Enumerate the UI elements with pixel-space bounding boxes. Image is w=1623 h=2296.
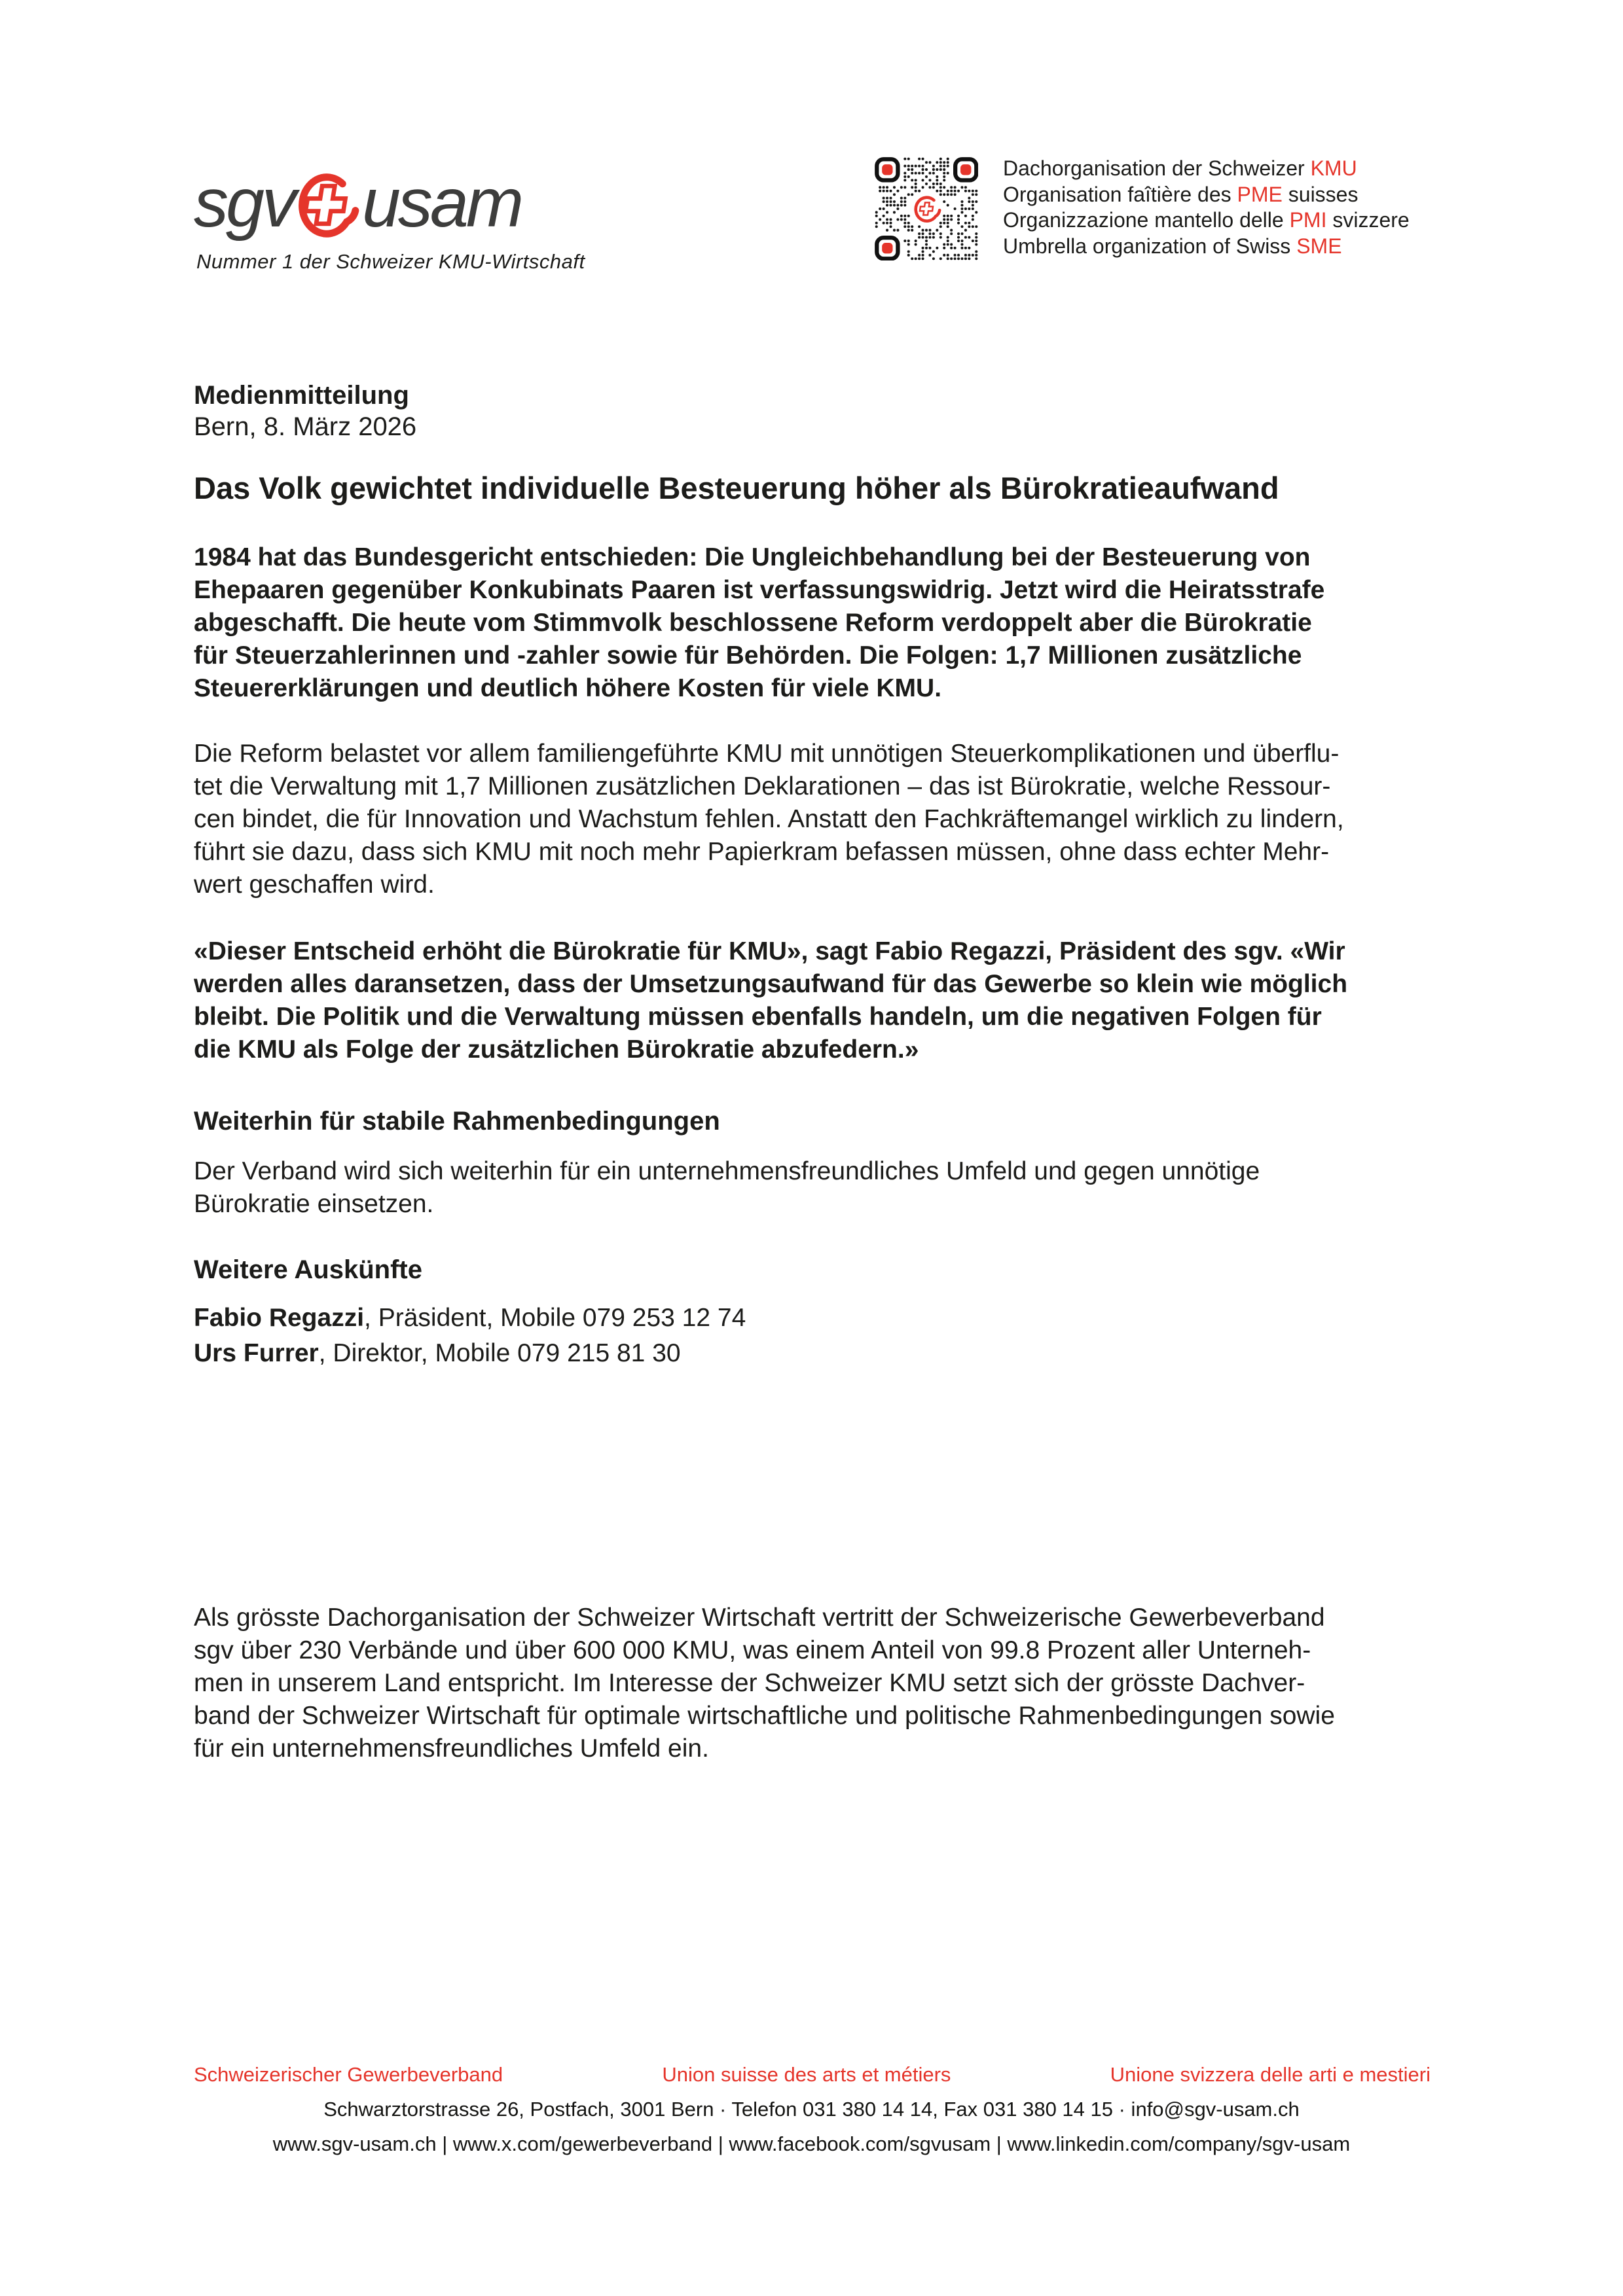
org-line-text: Organizzazione mantello delle xyxy=(1003,208,1290,232)
org-line-accent: SME xyxy=(1296,234,1342,258)
org-description-line-de xyxy=(1003,156,1410,182)
outlook-paragraph: Der Verband wird sich weiterhin für ein unternehmensfreundliches Umfeld und gegen unnötige Bürokratie einsetzen. xyxy=(194,1157,1260,1218)
org-description-line-it xyxy=(1003,207,1410,234)
org-line-text: Organisation faîtière des xyxy=(1003,182,1237,206)
org-line-text: svizzere xyxy=(1326,208,1410,232)
dateline: Bern, 8. März 2026 xyxy=(194,412,417,441)
footer-org-names xyxy=(194,2062,1431,2088)
section-heading-outlook: Weiterhin für stabile Rahmenbedingungen xyxy=(194,1107,720,1136)
org-description-line-en xyxy=(1003,234,1410,260)
footer-org-fr: Union suisse des arts et métiers xyxy=(662,2063,951,2086)
quote-paragraph: «Dieser Entscheid erhöht die Bürokratie für KMU», sagt Fabio Regazzi, Präsident des sgv. «Wir werden alles daransetzen, dass der Umsetzungsaufwand für das Gewerbe so klein wie möglich bleibt. Die Politik und die Verwaltung müssen ebenfalls handeln, um die negativen Folgen für die KMU als Folge der zusätzlichen Bürokratie abzufedern.» xyxy=(194,937,1348,1064)
boilerplate-paragraph: Als grösste Dachorganisation der Schweizer Wirtschaft vertritt der Schweizerische Gewerbeverband sgv über 230 Verbände und über 600 000 KMU, was einem Anteil von 99.8 Prozent aller Unterneh- men in unserem Land entspricht. Im Interesse der Schweizer KMU setzt sich der grösste Dachver- band der Schweizer Wirtschaft für optimale wirtschaftliche und politische Rahmenbedingungen sowie für ein unternehmensfreundliches Umfeld ein. xyxy=(194,1604,1335,1763)
sgv-usam-logo xyxy=(194,164,585,243)
logo-block xyxy=(194,164,585,274)
org-line-accent: KMU xyxy=(1310,156,1357,180)
contacts-block xyxy=(194,1300,1457,1371)
contact-details: , Präsident, Mobile 079 253 12 74 xyxy=(364,1304,746,1332)
logo-tagline: Nummer 1 der Schweizer KMU-Wirtschaft xyxy=(196,250,585,273)
org-line-accent: PMI xyxy=(1289,208,1327,232)
footer-web-links: www.sgv-usam.ch | www.x.com/gewerbeverband | www.facebook.com/sgvusam | www.linkedin.com/company/sgv-usam xyxy=(272,2132,1351,2155)
section-heading-contacts: Weitere Auskünfte xyxy=(194,1255,422,1284)
org-line-text: Umbrella organization of Swiss xyxy=(1003,234,1297,258)
footer-org-it: Unione svizzera delle arti e mestieri xyxy=(1110,2063,1431,2086)
org-description-line-fr xyxy=(1003,182,1410,208)
contact-line xyxy=(194,1336,1457,1371)
kicker: Medienmitteilung xyxy=(194,381,409,410)
org-line-text: Dachorganisation der Schweizer xyxy=(1003,156,1311,180)
footer-address: Schwarztorstrasse 26, Postfach, 3001 Bern · Telefon 031 380 14 14, Fax 031 380 14 15 · info@sgv-usam.ch xyxy=(323,2098,1300,2121)
org-line-text: suisses xyxy=(1282,182,1359,206)
body-paragraph: Die Reform belastet vor allem familiengeführte KMU mit unnötigen Steuerkomplikationen und überflu- tet die Verwaltung mit 1,7 Millionen zusätzlichen Deklarationen – das ist Bürokratie, welche Ressour- cen bindet, die für Innovation und Wachstum fehlen. Anstatt den Fachkräftemangel wirklich zu lindern, führt sie dazu, dass sich KMU mit noch mehr Papierkram befassen müssen, ohne dass echter Mehr- wert geschaffen wird. xyxy=(194,740,1344,899)
document-body xyxy=(194,380,1457,1765)
footer-org-de: Schweizerischer Gewerbeverband xyxy=(194,2063,503,2086)
org-description-block xyxy=(1003,156,1410,259)
logo-text-usam: usam xyxy=(361,164,522,242)
sgv-swiss-cross-logo-icon xyxy=(295,168,361,243)
contact-name: Fabio Regazzi xyxy=(194,1304,365,1332)
lead-paragraph: 1984 hat das Bundesgericht entschieden: Die Ungleichbehandlung bei der Besteuerung von Ehepaaren gegenüber Konkubinats Paaren ist verfassungswidrig. Jetzt wird die Heiratsstrafe abgeschafft. Die heute vom Stimmvolk beschlossene Reform verdoppelt aber die Bürokratie für Steuerzahlerinnen und -zahler sowie für Behörden. Die Folgen: 1,7 Millionen zusätzliche Steuererklärungen und deutlich höhere Kosten für viele KMU. xyxy=(194,543,1325,702)
document-title: Das Volk gewichtet individuelle Besteuerung höher als Bürokratieaufwand xyxy=(194,471,1279,505)
contact-name: Urs Furrer xyxy=(194,1339,319,1367)
contact-details: , Direktor, Mobile 079 215 81 30 xyxy=(318,1339,681,1367)
qr-code xyxy=(875,157,978,260)
logo-text-sgv: sgv xyxy=(194,164,294,242)
org-line-accent: PME xyxy=(1237,182,1283,206)
contact-line xyxy=(194,1300,1457,1336)
